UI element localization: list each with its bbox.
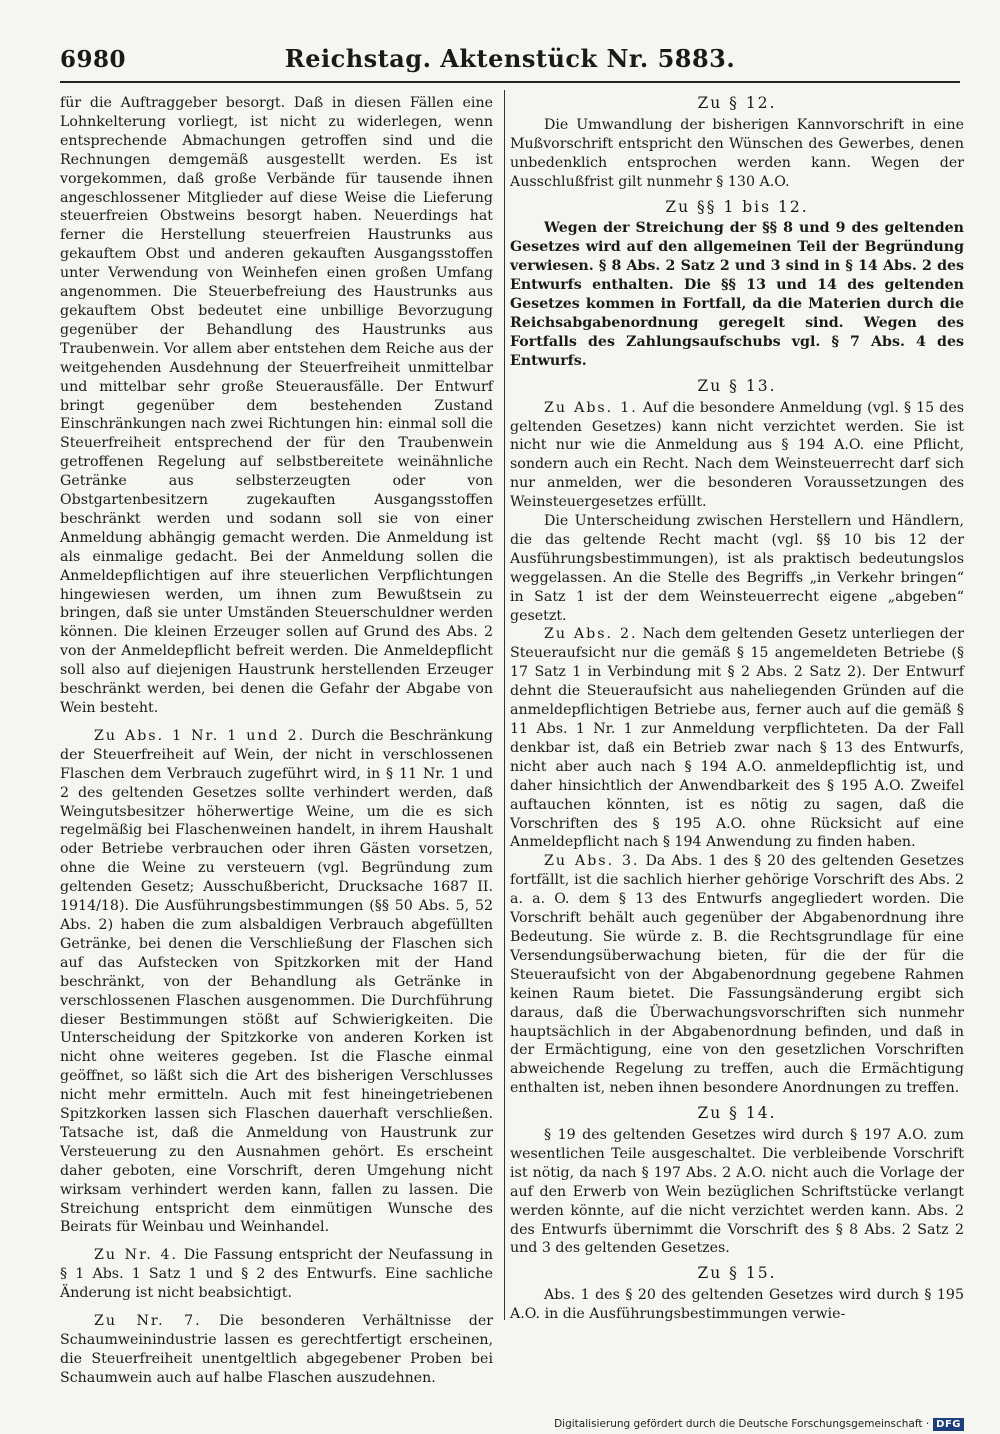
section-title: Zu §§ 1 bis 12. <box>665 197 809 216</box>
paragraph: Die Umwandlung der bisherigen Kannvorschrift in eine Mußvorschrift entspricht den Wünschen des Gewerbes, denen unbedenklich entsprochen werden kann. Wegen der Ausschlußfrist gilt nunmehr § 130 A.O. <box>510 116 964 190</box>
left-column <box>60 94 493 1388</box>
section-title: Zu § 13. <box>697 376 777 395</box>
paragraph: Zu Abs. 2. Nach dem geltenden Gesetz unterliegen der Steueraufsicht nur die gemäß § 15 angemeldeten Betriebe (§ 17 Satz 1 in Verbindung mit § 2 Abs. 2 Satz 2). Der Entwurf dehnt die Steueraufsicht aus naheliegenden Gründen auf die anmeldepflichtigen Betriebe aus, ferner auch auf die gemäß § 11 Abs. 1 Nr. 1 zur Anmeldung verpflichteten. Da der Fall denkbar ist, daß ein Betrieb zwar nach § 13 des Entwurfs, nicht aber auch nach § 194 A.O. anmeldepflichtig ist, und daher hinsichtlich der Anwendbarkeit des § 195 A.O. Zweifel auftauchen könnten, ist es nötig zu sagen, daß die Vorschriften des § 195 A.O. ohne Rücksicht auf eine Anmeldepflicht nach § 194 Anwendung zu finden haben. <box>510 626 965 851</box>
paragraph-heading: Zu Abs. 3. <box>544 853 640 870</box>
paragraph: für die Auftraggeber besorgt. Daß in diesen Fällen eine Lohnkelterung vorliegt, ist nicht zu widerlegen, wenn entsprechende Abmachungen getroffen sind und die Rechnungen demgemäß ausgestellt werden. Es ist vorgekommen, daß große Verbände für tausende ihnen angeschlossener Mitglieder auf diese Weise die Lieferung steuerfreien Obstweins besorgt haben. Neuerdings hat ferner die Herstellung steuerfreien Haustrunks aus gekauftem Obst und anderen gekauften Ausgangsstoffen unter Verwendung von Weinhefen einen großen Umfang angenommen. Die Steuerbefreiung des Haustrunks aus gekauftem Obst bedeutet eine unbillige Bevorzugung gegenüber der Behandlung des Haustrunks aus Traubenwein. Vor allem aber entstehen dem Reiche aus der weitgehenden Ausdehnung der Steuerfreiheit unmittelbar und mittelbar sehr große Steuerausfälle. Der Entwurf bringt gegenüber dem bestehenden Zustand Einschränkungen nach zwei Richtungen hin: einmal soll die Steuerfreiheit entsprechend der für den Traubenwein getroffenen Regelung auf selbstbereitete weinähnliche Getränke aus selbsterzeugten oder von Obstgartenbesitzern zugekauften Ausgangsstoffen beschränkt werden und sodann soll sie von einer Anmeldung abhängig gemacht werden. Die Anmeldung ist als einmalige gedacht. Bei der Anmeldung sollen die Anmeldepflichtigen auf ihre steuerlichen Verpflichtungen hingewiesen werden, um ihnen zum Bewußtsein zu bringen, daß sie unter Umständen Steuerschuldner werden können. Die kleinen Erzeuger sollen auf Grund des Abs. 2 von der Anmeldepflicht befreit werden. Die Anmeldepflicht soll also auf diejenigen Haustrunk herstellenden Erzeuger beschränkt werden, bei denen die Gefahr der Abgabe von Wein besteht. <box>60 95 493 716</box>
paragraph: Zu Abs. 1 Nr. 1 und 2. Durch die Beschränkung der Steuerfreiheit auf Wein, der nicht in verschlossenen Flaschen dem Verbrauch zugeführt wird, in § 11 Nr. 1 und 2 des geltenden Gesetzes sollte verhindert werden, daß Weingutsbesitzer höherwertige Weine, um die es sich regelmäßig bei Flaschenweinen handelt, in ihrem Haushalt oder Betriebe verbrauchen oder ihren Gästen vorsetzen, ohne die Weine zu versteuern (vgl. Begründung zum geltenden Gesetz; Ausschußbericht, Drucksache 1687 II. 1914/18). Die Ausführungsbestimmungen (§§ 50 Abs. 5, 52 Abs. 2) haben die zum alsbaldigen Verbrauch abgefüllten Getränke, bei denen die Verschließung der Flaschen sich auf das Aufstecken von Spitzkorken mit der Hand beschränkt, von der Behandlung als Getränke in verschlossenen Flaschen ausgenommen. Die Durchführung dieser Bestimmungen stößt auf Schwierigkeiten. Die Unterscheidung der Spitzkorke von anderen Korken ist nicht ohne weiteres gegeben. Ist die Flasche einmal geöffnet, so läßt sich die Art des bisherigen Verschlusses nicht mehr ermitteln. Auch mit fest hineingetriebenen Spitzkorken lassen sich Flaschen dauerhaft verschließen. Tatsache ist, daß die Anmeldung von Haustrunk zur Versteuerung zu den Ausnahmen gehört. Es erscheint daher geboten, eine Vorschrift, deren Umgehung nicht wirksam verhindert werden kann, fallen zu lassen. Die Streichung entspricht dem einmütigen Wunsche des Beirats für Weinbau und Weinhandel. <box>60 727 494 1236</box>
dfg-logo-icon: DFG <box>933 1418 964 1431</box>
header-rule <box>60 81 960 83</box>
paragraph-heading: Zu Nr. 4. <box>94 1247 179 1264</box>
section-title: Zu § 15. <box>697 1264 777 1283</box>
paragraph: Abs. 1 des § 20 des geltenden Gesetzes wird durch § 195 A.O. in die Ausführungsbestimmungen verwie- <box>510 1287 964 1323</box>
paragraph: Zu Nr. 4. Die Fassung entspricht der Neufassung in § 1 Abs. 1 Satz 1 und § 2 des Entwurfs. Eine sachliche Änderung ist nicht beabsichtigt. <box>60 1247 494 1302</box>
column-divider <box>504 90 505 1320</box>
paragraph: § 19 des geltenden Gesetzes wird durch § 197 A.O. zum wesentlichen Teile ausgeschaltet. Die verbleibende Vorschrift ist nötig, da nach § 197 Abs. 2 A.O. nicht auch die Vorlage der auf den Erwerb von Wein bezüglichen Schriftstücke verlangt werden könnte, auf die nicht verzichtet werden kann. Abs. 2 des Entwurfs übernimmt die Vorschrift des § 8 Abs. 2 Satz 2 und 3 des geltenden Gesetzes. <box>510 1127 964 1257</box>
paragraph: Wegen der Streichung der §§ 8 und 9 des geltenden Gesetzes wird auf den allgemeinen Teil der Begründung verwiesen. § 8 Abs. 2 Satz 2 und 3 sind in § 14 Abs. 2 des Entwurfs enthalten. Die §§ 13 und 14 des geltenden Gesetzes kommen in Fortfall, da die Materien durch die Reichsabgabenordnung geregelt sind. Wegen des Fortfalls des Zahlungsaufschubs vgl. § 7 Abs. 4 des Entwurfs. <box>510 220 964 369</box>
paragraph-heading: Zu Abs. 2. <box>544 626 638 643</box>
paragraph-heading: Zu Nr. 7. <box>94 1313 202 1330</box>
section-title: Zu § 14. <box>697 1104 777 1123</box>
section-title: Zu § 12. <box>697 94 777 112</box>
page-header <box>60 44 960 76</box>
running-title: Reichstag. Aktenstück Nr. 5883. <box>284 44 736 73</box>
paragraph: Zu Nr. 7. Die besonderen Verhältnisse der Schaumweinindustrie lassen es gerechtfertigt erscheinen, die Steuerfreiheit unentgeltlich abgegebener Proben bei Schaumwein auch auf halbe Flaschen auszudehnen. <box>60 1313 494 1386</box>
right-column <box>510 94 964 1324</box>
paragraph: Zu Abs. 3. Da Abs. 1 des § 20 des geltenden Gesetzes fortfällt, ist die sachlich hierher gehörige Vorschrift des Abs. 2 a. a. O. dem § 13 des Entwurfs angegliedert worden. Die Vorschrift behält auch gegenüber der Abgabenordnung ihre Bedeutung. Sie würde z. B. die Rechtsgrundlage für eine Versendungsüberwachung bieten, für die der für die Steueraufsicht von der Abgabenordnung gegebene Rahmen keinen Raum bietet. Die Fassungsänderung ergibt sich daraus, daß die Überwachungsvorschriften sich nunmehr hauptsächlich in der Abgabenordnung befinden, und daß in der Ermächtigung, eine von den gesetzlichen Vorschriften abweichende Regelung zu treffen, auch die Ermächtigung enthalten ist, neben ihnen besondere Anordnungen zu treffen. <box>510 853 964 1097</box>
paragraph-heading: Zu Abs. 1 Nr. 1 und 2. <box>94 727 306 744</box>
paragraph: Zu Abs. 1. Auf die besondere Anmeldung (vgl. § 15 des geltenden Gesetzes) kann nicht verzichtet werden. Sie ist nicht nur wie die Anmeldung aus § 194 A.O. eine Pflicht, sondern auch ein Recht. Nach dem Weinsteuerrecht darf sich nur anmelden, wer die besonderen Voraussetzungen des Weinsteuergesetzes erfüllt. <box>510 399 965 511</box>
paragraph: Die Unterscheidung zwischen Herstellern und Händlern, die das geltende Recht macht (vgl. §§ 10 bis 12 der Ausführungsbestimmungen), ist als praktisch bedeutungslos weggelassen. An die Stelle des Begriffs „in Verkehr bringen“ in Satz 1 ist der dem Weinsteuerrecht eigene „abgeben“ gesetzt. <box>510 513 964 624</box>
page-number: 6980 <box>60 46 127 73</box>
paragraph-heading: Zu Abs. 1. <box>544 399 638 416</box>
digitization-footer <box>554 1416 964 1432</box>
footer-text: Digitalisierung gefördert durch die Deutsche Forschungsgemeinschaft · <box>554 1418 930 1430</box>
